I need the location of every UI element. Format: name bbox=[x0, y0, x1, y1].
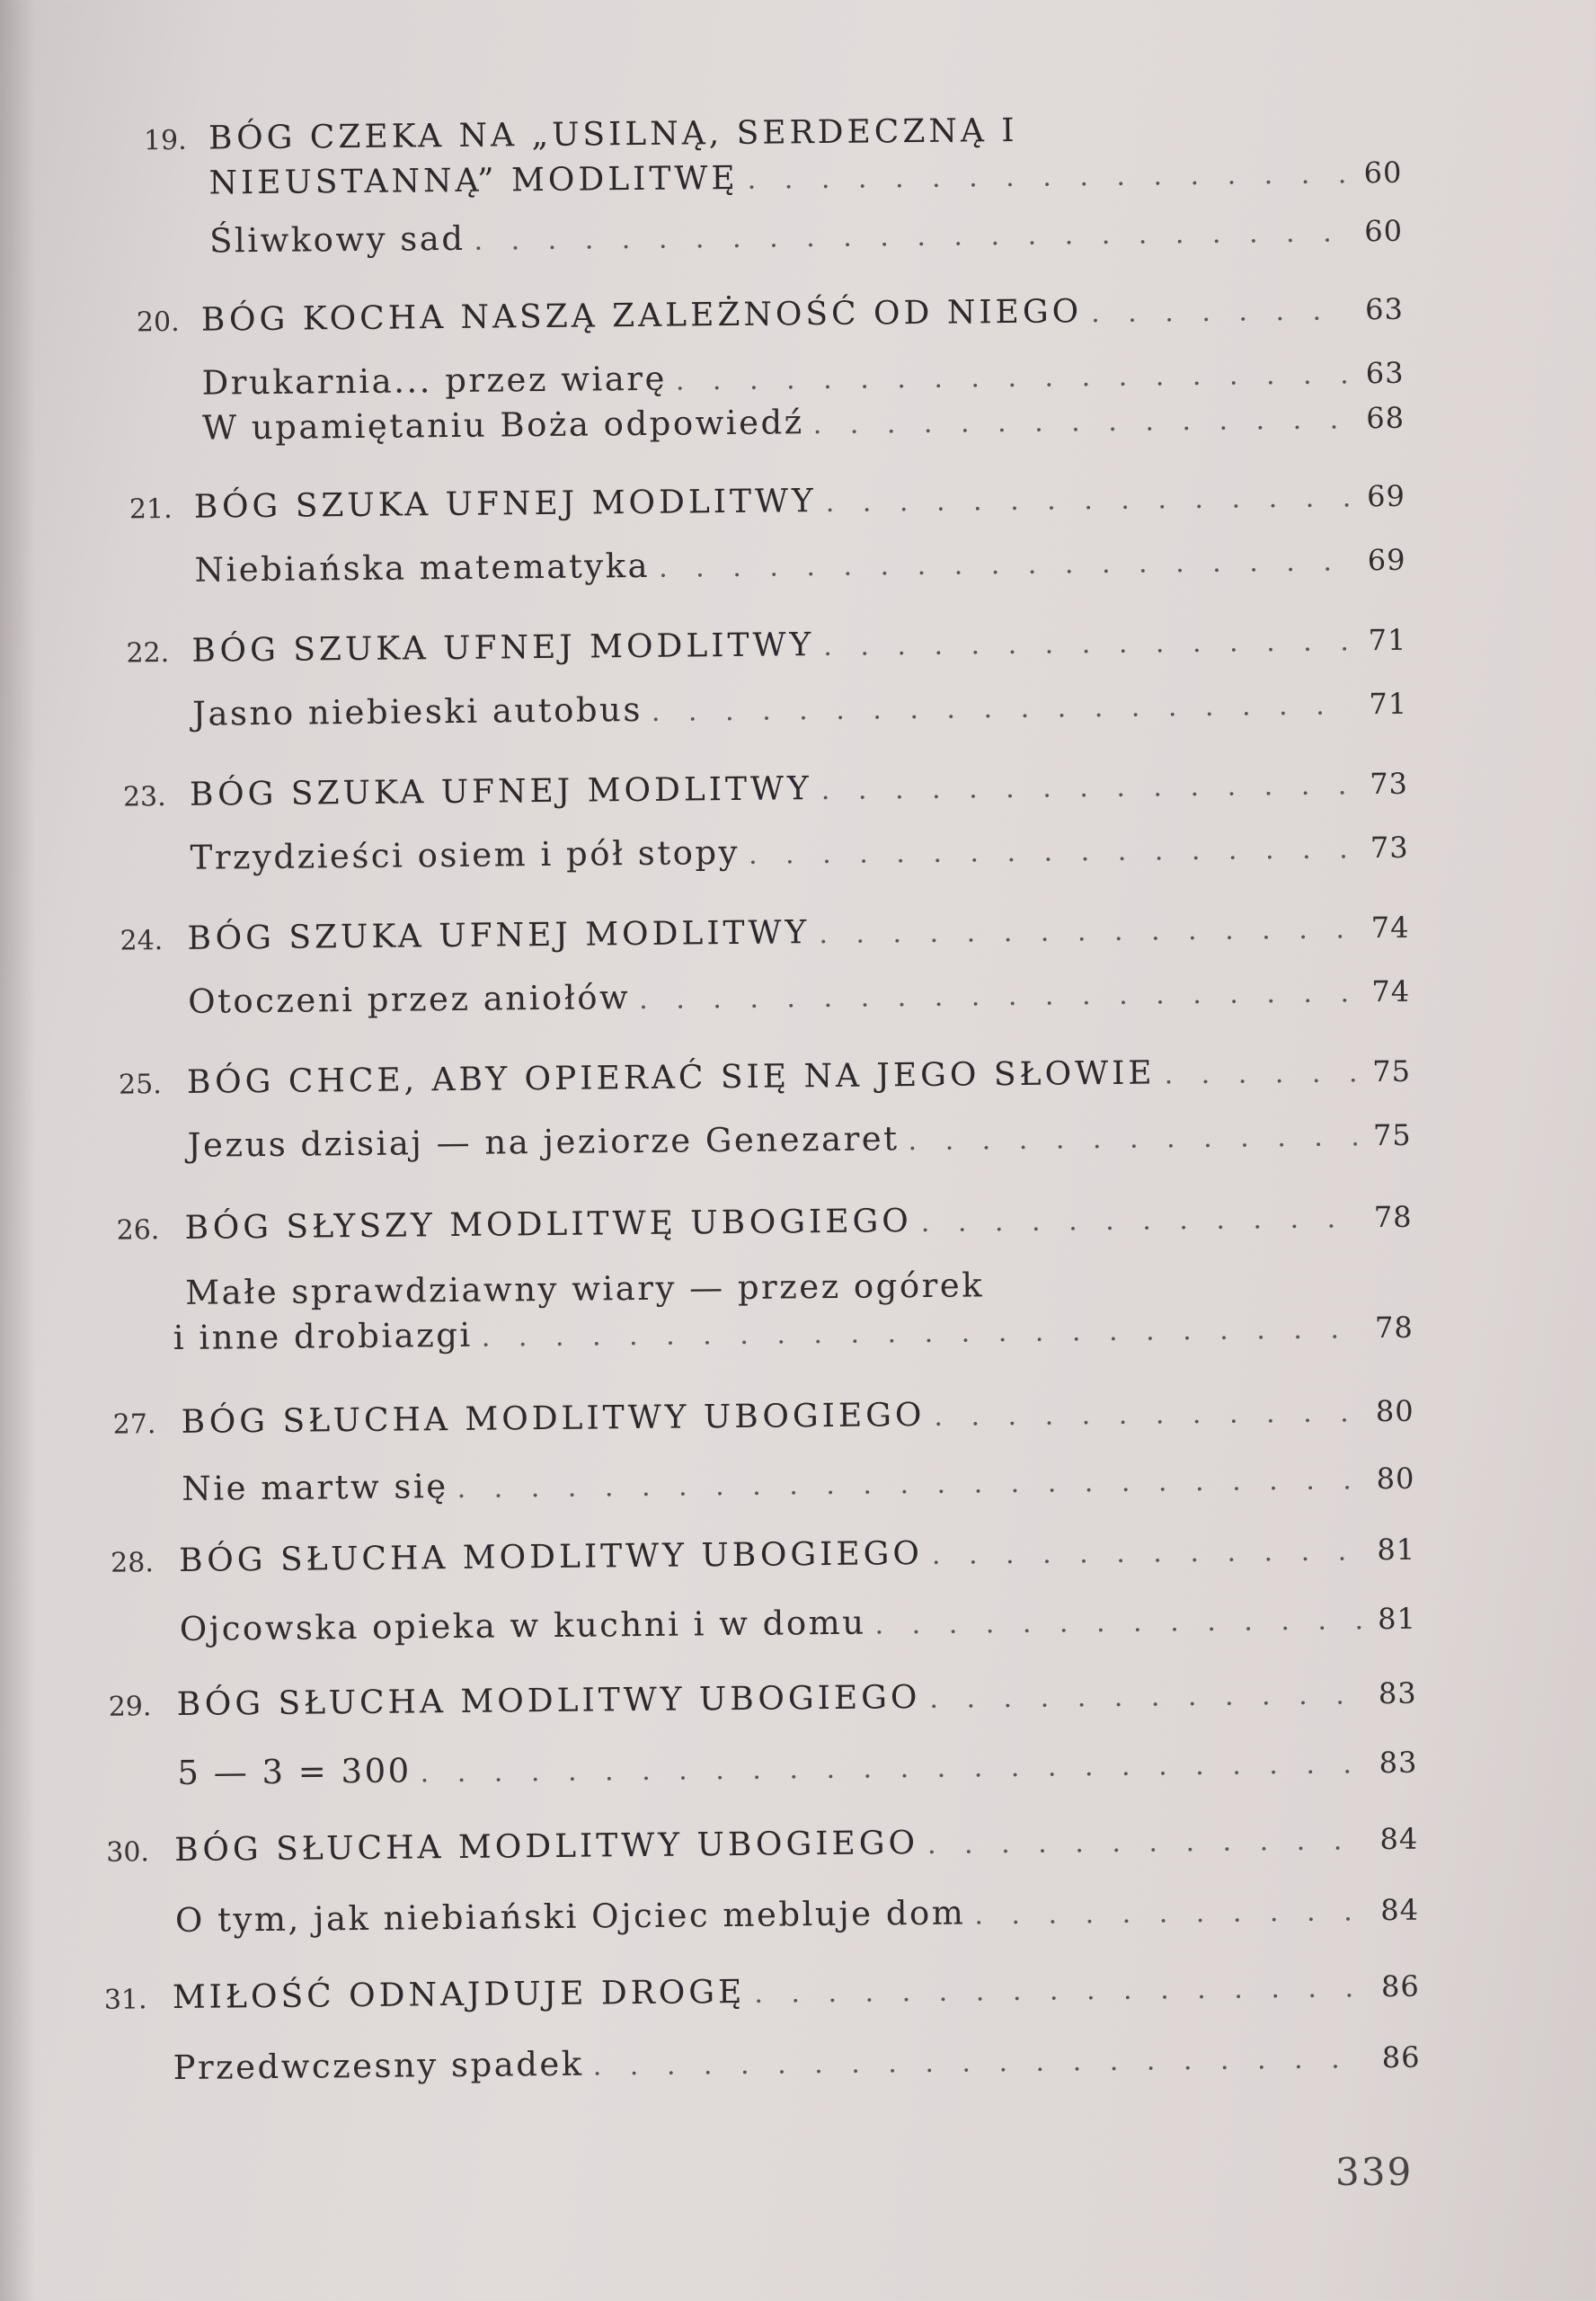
entry-page-number: 60 bbox=[1363, 155, 1403, 191]
dot-leader bbox=[482, 1308, 1360, 1359]
entry-page-number: 75 bbox=[1372, 1053, 1412, 1089]
chapter-number: 24. bbox=[120, 925, 164, 957]
chapter-title-line bbox=[184, 1195, 1412, 1250]
entry-page-number: 75 bbox=[1372, 1117, 1412, 1153]
chapter-title-line bbox=[190, 762, 1408, 817]
entry-page-number: 71 bbox=[1368, 622, 1407, 658]
chapter-title: BÓG SŁYSZY MODLITWĘ UBOGIEGO bbox=[184, 1203, 912, 1247]
entry-page-number: 60 bbox=[1364, 213, 1404, 249]
chapter-title-line bbox=[174, 1817, 1418, 1872]
subsection-title: 5 — 3 = 300 bbox=[177, 1751, 412, 1792]
entry-page-number: 73 bbox=[1370, 830, 1409, 866]
chapter-number: 19. bbox=[143, 124, 187, 157]
subsection-line bbox=[209, 209, 1403, 263]
toc-entry bbox=[0, 0, 1595, 261]
dot-leader bbox=[921, 1197, 1359, 1245]
chapter-title-line bbox=[191, 618, 1406, 673]
subsection-line bbox=[202, 395, 1405, 450]
subsection-title: Otoczeni przez aniołów bbox=[187, 978, 631, 1021]
dot-leader bbox=[819, 908, 1355, 956]
dot-leader bbox=[927, 1819, 1364, 1867]
page-number: 339 bbox=[1335, 2150, 1414, 2194]
subsection-line bbox=[173, 2035, 1420, 2090]
dot-leader bbox=[934, 1391, 1360, 1439]
subsection-line bbox=[192, 681, 1407, 736]
entry-page-number: 83 bbox=[1379, 1745, 1418, 1781]
dot-leader bbox=[747, 153, 1347, 201]
chapter-number: 31. bbox=[103, 1984, 147, 2016]
chapter-title-line bbox=[187, 1050, 1411, 1105]
chapter-title: BÓG SŁUCHA MODLITWY UBOGIEGO bbox=[176, 1679, 921, 1723]
entry-page-number: 84 bbox=[1379, 1821, 1419, 1857]
chapter-number: 26. bbox=[116, 1214, 160, 1247]
entry-page-number: 83 bbox=[1378, 1675, 1417, 1711]
chapter-number: 20. bbox=[136, 306, 180, 339]
chapter-title-line bbox=[179, 1528, 1415, 1583]
dot-leader bbox=[1091, 289, 1349, 335]
chapter-title-line bbox=[201, 288, 1404, 342]
entry-page-number: 86 bbox=[1381, 2039, 1421, 2075]
entry-page-number: 73 bbox=[1370, 766, 1409, 802]
subsection-line bbox=[175, 1888, 1419, 1942]
chapter-title-line bbox=[187, 906, 1409, 961]
subsection-title: Przedwczesny spadek bbox=[173, 2044, 584, 2088]
dot-leader bbox=[474, 211, 1348, 262]
subsection-title: Trzydzieści osiem i pół stopy bbox=[190, 832, 740, 877]
chapter-title-line bbox=[194, 475, 1405, 529]
subsection-title: Jezus dzisiaj — na jeziorze Genezaret bbox=[187, 1119, 900, 1165]
dot-leader bbox=[754, 1967, 1365, 2016]
chapter-title: MIŁOŚĆ ODNAJDUJE DROGĘ bbox=[172, 1973, 746, 2017]
entry-page-number: 81 bbox=[1377, 1601, 1417, 1637]
entry-page-number: 74 bbox=[1371, 973, 1411, 1009]
subsection-title: Śliwkowy sad bbox=[208, 218, 466, 261]
entry-page-number: 80 bbox=[1376, 1461, 1415, 1497]
chapter-title: BÓG SŁUCHA MODLITWY UBOGIEGO bbox=[178, 1534, 924, 1579]
dot-leader bbox=[821, 764, 1354, 813]
subsection-line bbox=[177, 1740, 1417, 1795]
chapter-title-line bbox=[176, 1672, 1416, 1727]
chapter-number: 29. bbox=[108, 1691, 152, 1723]
chapter-title: BÓG SZUKA UFNEJ MODLITWY bbox=[193, 483, 817, 526]
dot-leader bbox=[812, 398, 1350, 447]
dot-leader bbox=[823, 620, 1352, 669]
chapter-title: BÓG CZEKA NA „USILNĄ, SERDECZNĄ I bbox=[208, 111, 1018, 157]
entry-page-number: 78 bbox=[1373, 1199, 1413, 1235]
subsection-title: Drukarnia... przez wiarę bbox=[201, 359, 668, 403]
dot-leader bbox=[457, 1459, 1360, 1511]
subsection-title: Nie martw się bbox=[182, 1467, 448, 1508]
chapter-number: 21. bbox=[129, 493, 173, 526]
dot-leader bbox=[659, 540, 1352, 590]
dot-leader bbox=[639, 972, 1356, 1022]
entry-page-number: 86 bbox=[1380, 1968, 1420, 2004]
subsection-title: i inne drobiazgi bbox=[173, 1315, 473, 1357]
subsection-line bbox=[188, 969, 1410, 1024]
chapter-title: BÓG SŁUCHA MODLITWY UBOGIEGO bbox=[174, 1825, 919, 1870]
dot-leader bbox=[908, 1115, 1357, 1163]
dot-leader bbox=[974, 1890, 1364, 1937]
entry-page-number: 84 bbox=[1380, 1892, 1420, 1928]
subsection-title: O tym, jak niebiański Ojciec mebluje dom bbox=[174, 1893, 966, 1941]
entry-page-number: 74 bbox=[1370, 910, 1410, 946]
entry-page-number: 63 bbox=[1364, 291, 1405, 327]
chapter-title: BÓG SZUKA UFNEJ MODLITWY bbox=[191, 626, 815, 670]
chapter-title: NIEUSTANNĄ” MODLITWĘ bbox=[208, 159, 739, 202]
chapter-title-line bbox=[208, 151, 1402, 206]
subsection-title: Ojcowska opieka w kuchni i w domu bbox=[179, 1603, 866, 1648]
dot-leader bbox=[676, 353, 1350, 403]
chapter-title: BÓG KOCHA NASZĄ ZALEŻNOŚĆ OD NIEGO bbox=[200, 293, 1083, 339]
chapter-title-line bbox=[173, 1965, 1420, 2020]
subsection-title: Niebiańska matematyka bbox=[194, 546, 651, 590]
chapter-number: 23. bbox=[122, 781, 166, 813]
chapter-number: 30. bbox=[106, 1836, 150, 1869]
subsection-line bbox=[190, 825, 1408, 880]
dot-leader bbox=[1164, 1052, 1356, 1097]
dot-leader bbox=[420, 1743, 1362, 1795]
chapter-title: BÓG SZUKA UFNEJ MODLITWY bbox=[189, 770, 813, 813]
subsection-line bbox=[182, 1456, 1414, 1511]
chapter-title: BÓG SŁUCHA MODLITWY UBOGIEGO bbox=[181, 1396, 926, 1441]
entry-page-number: 63 bbox=[1365, 355, 1405, 391]
entry-page-number: 78 bbox=[1374, 1310, 1414, 1346]
dot-leader bbox=[652, 684, 1353, 733]
chapter-title-line bbox=[181, 1390, 1414, 1444]
subsection-title: Jasno niebieski autobus bbox=[191, 689, 643, 733]
entry-page-number: 71 bbox=[1369, 686, 1408, 722]
subsection-line bbox=[194, 537, 1405, 592]
chapter-number: 27. bbox=[112, 1408, 156, 1441]
entry-page-number: 68 bbox=[1366, 400, 1405, 436]
subsection-line bbox=[180, 1596, 1416, 1651]
dot-leader bbox=[929, 1674, 1362, 1721]
dot-leader bbox=[826, 476, 1352, 525]
chapter-title: BÓG CHCE, ABY OPIERAĆ SIĘ NA JEGO SŁOWIE bbox=[186, 1054, 1156, 1101]
entry-page-number: 81 bbox=[1377, 1532, 1416, 1568]
subsection-line bbox=[188, 1113, 1412, 1168]
subsection-title: W upamiętaniu Boża odpowiedź bbox=[201, 403, 804, 448]
entry-page-number: 69 bbox=[1367, 542, 1406, 578]
entry-page-number: 69 bbox=[1366, 478, 1406, 514]
entry-page-number: 80 bbox=[1375, 1393, 1414, 1429]
dot-leader bbox=[749, 828, 1354, 876]
chapter-number: 22. bbox=[126, 637, 170, 670]
chapter-title: BÓG SZUKA UFNEJ MODLITWY bbox=[187, 914, 811, 957]
chapter-number: 25. bbox=[118, 1069, 162, 1101]
chapter-number: 28. bbox=[111, 1547, 155, 1579]
dot-leader bbox=[932, 1530, 1361, 1577]
dot-leader bbox=[593, 2038, 1367, 2088]
dot-leader bbox=[874, 1599, 1361, 1647]
subsection-title: Małe sprawdziawny wiary — przez ogórek bbox=[185, 1266, 985, 1312]
